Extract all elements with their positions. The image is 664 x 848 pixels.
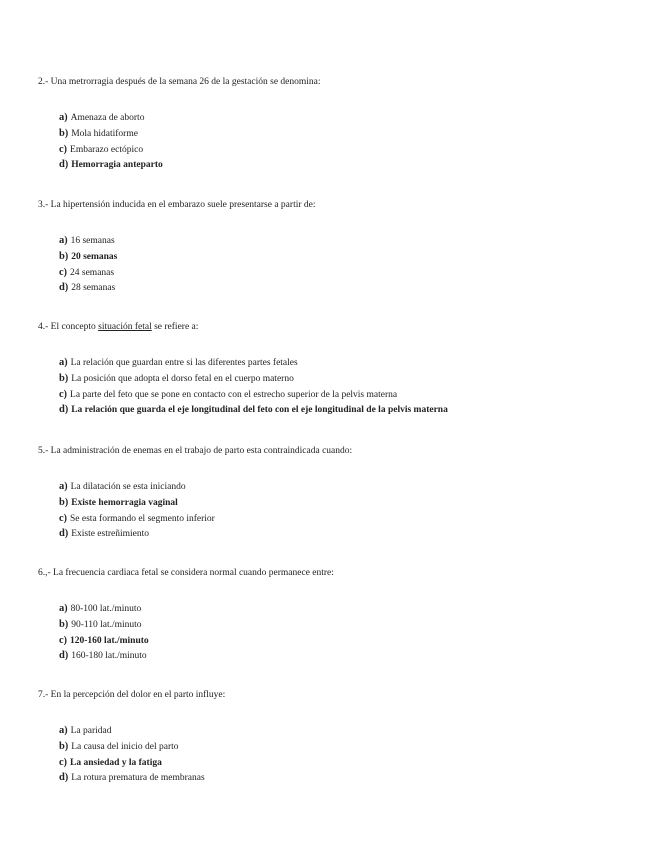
option-paren: ) [64,372,69,384]
option-letter: a [59,725,65,736]
option-d [59,526,638,542]
option-text: La parte del feto que se pone en contacto con el estrecho superior de la pelvis materna [70,389,398,400]
option-text: 16 semanas [70,236,115,246]
option-text: 24 semanas [70,267,115,278]
option-text: Existe estreñimiento [71,529,150,540]
option-paren: ) [64,159,69,171]
option-text: La relación que guarda el eje longitudinal del feto con el eje longitudinal de la pelvis materna [71,405,448,416]
option-paren: ) [64,127,69,139]
option-paren: ) [64,235,68,246]
option-list [38,355,638,418]
option-b [59,371,638,387]
option-paren: ) [64,404,69,416]
option-letter: a [59,357,65,368]
option-c [59,511,638,527]
option-letter: d [59,772,65,784]
option-d [59,648,638,664]
option-letter: b [59,618,65,630]
option-text: Existe hemorragia vaginal [71,497,178,508]
option-paren: ) [64,618,69,630]
option-text: La rotura prematura de membranas [71,773,205,784]
question-3 [38,199,638,296]
option-b [59,126,638,142]
option-paren: ) [64,112,68,123]
option-b-correct [59,249,638,265]
option-paren: ) [64,250,69,262]
option-list [38,723,638,786]
option-text: La ansiedad y la fatiga [70,757,162,768]
option-c-correct [59,633,638,649]
option-letter: a [59,603,65,614]
option-paren: ) [63,143,68,155]
option-paren: ) [63,634,68,646]
option-b-correct [59,495,638,511]
option-letter: d [59,159,65,171]
option-b [59,617,638,633]
option-text: 20 semanas [71,251,118,262]
question-stem: 3.- La hipertensión inducida en el embarazo suele presentarse a partir de: [38,200,316,210]
option-a [59,110,638,126]
option-text: Hemorragia anteparto [71,160,163,171]
option-text: 28 semanas [71,283,116,294]
option-paren: ) [64,772,69,784]
option-text: 80-100 lat./minuto [70,604,142,614]
option-letter: a [59,481,65,492]
option-letter: c [59,266,64,278]
option-letter: b [59,372,65,384]
option-paren: ) [63,266,68,278]
option-paren: ) [64,481,68,492]
option-text: 120-160 lat./minuto [70,635,149,646]
option-paren: ) [63,756,68,768]
option-text: La posición que adopta el dorso fetal en el cuerpo materno [71,373,294,384]
option-text: La paridad [70,726,112,736]
option-c [59,387,638,403]
option-c [59,142,638,158]
option-letter: b [59,250,65,262]
option-letter: d [59,404,65,416]
question-7 [38,689,638,786]
option-text: Mola hidatiforme [71,128,138,139]
question-stem: 5.- La administración de enemas en el trabajo de parto esta contraindicada cuando: [38,446,353,456]
option-a [59,233,638,249]
option-text: La dilatación se esta iniciando [70,482,186,492]
option-text: La relación que guardan entre si las diferentes partes fetales [70,358,298,368]
question-stem: 6.,- La frecuencia cardiaca fetal se considera normal cuando permanece entre: [38,568,334,578]
option-list [38,110,638,173]
option-letter: a [59,112,65,123]
option-d-correct [59,402,638,418]
option-paren: ) [64,603,68,614]
option-paren: ) [64,357,68,368]
question-stem [38,321,638,333]
question-stem: 2.- Una metrorragia después de la semana 26 de la gestación se denomina: [38,77,321,87]
option-paren: ) [63,388,68,400]
option-a [59,601,638,617]
question-stem: 7.- En la percepción del dolor en el parto influye: [38,690,226,700]
option-letter: b [59,740,65,752]
option-list [38,479,638,542]
option-c [59,265,638,281]
option-letter: c [59,143,64,155]
option-letter: d [59,650,65,662]
option-letter: a [59,235,65,246]
option-letter: b [59,127,65,139]
option-letter: c [59,634,64,646]
option-list [38,601,638,664]
question-2 [38,76,638,173]
question-6 [38,567,638,664]
option-paren: ) [63,512,68,524]
option-text: Amenaza de aborto [70,113,145,123]
option-letter: c [59,388,64,400]
option-d [59,770,638,786]
stem-suffix: se refiere a: [151,322,199,332]
option-paren: ) [64,725,68,736]
option-letter: c [59,756,64,768]
option-text: Embarazo ectópico [70,144,144,155]
option-a [59,355,638,371]
option-text: 160-180 lat./minuto [71,651,147,662]
option-paren: ) [64,650,69,662]
option-text: Se esta formando el segmento inferior [70,513,215,524]
option-b [59,739,638,755]
option-a [59,723,638,739]
option-letter: c [59,512,64,524]
underlined-term: situación fetal [98,322,152,332]
option-d [59,280,638,296]
option-letter: d [59,528,65,540]
stem-prefix: 4.- El concepto [38,322,99,332]
option-a [59,479,638,495]
option-d-correct [59,157,638,173]
question-4 [38,321,638,418]
question-5 [38,445,638,542]
option-paren: ) [64,740,69,752]
option-letter: b [59,496,65,508]
option-text: 90-110 lat./minuto [71,619,142,630]
option-paren: ) [64,496,69,508]
option-list [38,233,638,296]
option-c-correct [59,755,638,771]
option-paren: ) [64,282,69,294]
option-paren: ) [64,528,69,540]
option-letter: d [59,282,65,294]
option-text: La causa del inicio del parto [71,741,179,752]
